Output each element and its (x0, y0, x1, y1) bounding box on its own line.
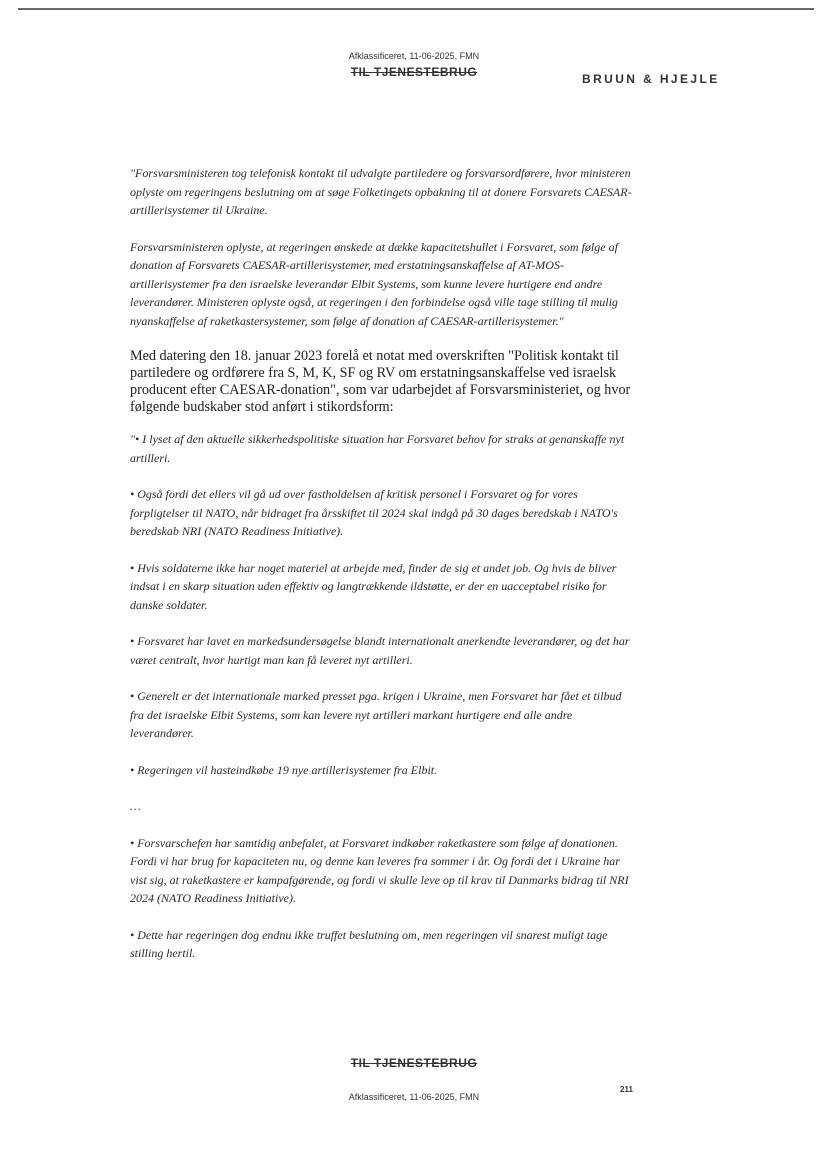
quote-paragraph: "Forsvarsministeren tog telefonisk kontakt til udvalgte partiledere og forsvarsordførere, hvor ministeren oplyste om regeringens beslutning om at søge Folketingets opbakning til at donere Forsvarets CAESAR-artillerisystemer til Ukraine. (130, 166, 632, 217)
ellipsis-omission: … (130, 799, 141, 813)
document-body (130, 164, 638, 981)
bullet-item: • Også fordi det ellers vil gå ud over fastholdelsen af kritisk personel i Forsvaret og for vores forpligtelser til NATO, når bidraget fra årsskiftet til 2024 skal indgå på 30 dages beredskab i NATO's beredskab NRI (NATO Readiness Initiative). (130, 487, 618, 538)
bullet-item: "• I lyset af den aktuelle sikkerhedspolitiske situation har Forsvaret behov for straks at genanskaffe nyt artilleri. (130, 432, 625, 465)
body-paragraph: Med datering den 18. januar 2023 forelå et notat med overskriften "Politisk kontakt til partiledere og ordførere fra S, M, K, SF og RV om erstatningsanskaffelse ved israelsk producent efter CAESAR-donation", som var udarbejdet af Forsvarsministeriet, og hvor følgende budskaber stod anført i stikordsform: (130, 348, 631, 415)
page-number: 211 (620, 1085, 633, 1094)
declassification-stamp-top: Afklassificeret, 11-06-2025, FMN (348, 51, 480, 61)
quote-paragraph: Forsvarsministeren oplyste, at regeringen ønskede at dække kapacitetshullet i Forsvaret, som følge af donation af Forsvarets CAESAR-artillerisystemer, med erstatningsanskaffelse af AT-MOS-artillerisystemer fra den israelske leverandør Elbit Systems, som kunne levere hurtigere end andre leverandører. Ministeren oplyste også, at regeringen i den forbindelse også ville tage stilling til mulig nyanskaffelse af raketkastersystemer, som følge af donation af CAESAR-artillerisystemer." (130, 239, 618, 328)
bullet-item: • Generelt er det internationale marked presset pga. krigen i Ukraine, men Forsvaret har fået et tilbud fra det israelske Elbit Systems, som kan levere nyt artilleri markant hurtigere end alle andre leverandører. (130, 689, 622, 740)
classification-marking-bottom: TIL TJENESTEBRUG (350, 1056, 478, 1070)
bullet-item: • Regeringen vil hasteindkøbe 19 nye artillerisystemer fra Elbit. (130, 762, 438, 777)
declassification-stamp-bottom: Afklassificeret, 11-06-2025, FMN (348, 1092, 480, 1102)
law-firm-logo: BRUUN & HJEJLE (582, 72, 720, 86)
bullet-item: • Forsvaret har lavet en markedsundersøgelse blandt internationalt anerkendte leverandører, og det har været centralt, hvor hurtigt man kan få leveret nyt artilleri. (130, 634, 630, 667)
bullet-item: • Hvis soldaterne ikke har noget materiel at arbejde med, finder de sig et andet job. Og hvis de bliver indsat i en skarp situation uden effektiv og langtrækkende ildstøtte, er der en uacceptabel risiko for danske soldater. (130, 560, 617, 612)
bullet-item: • Forsvarschefen har samtidig anbefalet, at Forsvaret indkøber raketkastere som følge af donationen. Fordi vi har brug for kapaciteten nu, og denne kan leveres fra sommer i år. Og fordi det i Ukraine har vist sig, at raketkastere er kampafgørende, og fordi vi skulle leve op til krav til Danmarks bidrag til NRI 2024 (NATO Readiness Initiative). (130, 835, 629, 905)
scan-edge-line (18, 8, 814, 10)
bullet-item: • Dette har regeringen dog endnu ikke truffet beslutning om, men regeringen vil snarest muligt tage stilling hertil. (130, 927, 608, 960)
classification-marking-top: TIL TJENESTEBRUG (350, 65, 478, 79)
